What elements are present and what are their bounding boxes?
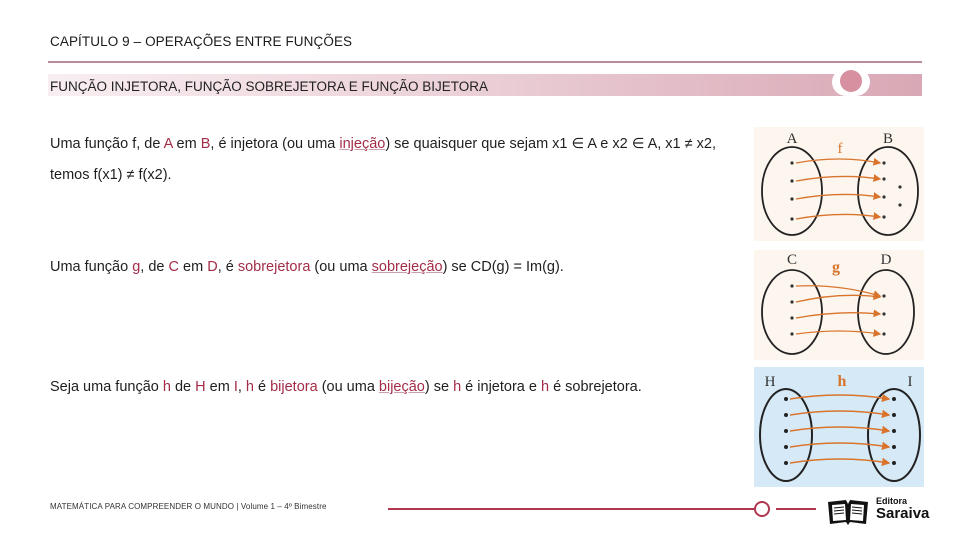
- domain-label: C: [786, 252, 798, 268]
- term-sobrejetora: sobrejetora: [237, 259, 311, 275]
- text-run: é: [253, 379, 271, 395]
- domain-points: [790, 161, 793, 220]
- set-d: D: [207, 259, 218, 275]
- domain-points: [790, 284, 793, 335]
- set-b: B: [200, 136, 211, 152]
- text-run: ) se: [424, 379, 454, 395]
- domain-label: H: [764, 374, 776, 390]
- mapping-arrows: [796, 286, 880, 334]
- text-run: ) se quaisquer que sejam x1 ∈ A e x2 ∈ A, x1 ≠ x2, temos f(x1) ≠ f(x2).: [50, 136, 716, 183]
- set-i: I: [233, 379, 238, 395]
- footer-divider-end: [776, 508, 816, 510]
- text-run: (ou uma: [310, 259, 372, 275]
- publisher-logo: [826, 496, 940, 526]
- section-title: FUNÇÃO INJETORA, FUNÇÃO SOBREJETORA E FUNÇÃO BIJETORA: [50, 79, 489, 94]
- set-a: A: [163, 136, 173, 152]
- codomain-ellipse: [868, 389, 920, 481]
- function-h: h: [245, 379, 254, 395]
- domain-label: A: [786, 131, 798, 147]
- codomain-points: [882, 161, 901, 218]
- bijective-diagram: [754, 367, 924, 487]
- injective-diagram: [754, 127, 924, 241]
- text-run: Uma função: [50, 259, 133, 275]
- function-h: h: [540, 379, 550, 395]
- function-label: f: [837, 141, 843, 157]
- term-bijetora: bijetora: [270, 379, 318, 395]
- text-run: é injetora e: [461, 379, 541, 395]
- term-sobrejecao: sobrejeção: [371, 259, 443, 275]
- injective-paragraph: [50, 129, 740, 191]
- banner-dot-icon: [832, 68, 870, 96]
- header-divider: [48, 61, 922, 63]
- function-g: g: [132, 259, 141, 275]
- chapter-title: CAPÍTULO 9 – OPERAÇÕES ENTRE FUNÇÕES: [50, 34, 353, 49]
- text-run: ,: [237, 379, 246, 395]
- text-run: em: [179, 259, 208, 275]
- function-h: h: [453, 379, 462, 395]
- surjective-diagram: [754, 250, 924, 360]
- footer-text: MATEMÁTICA PARA COMPREENDER O MUNDO | Volume 1 – 4º Bimestre: [50, 502, 327, 511]
- codomain-label: D: [880, 252, 892, 268]
- set-c: C: [168, 259, 179, 275]
- text-run: em: [172, 136, 201, 152]
- codomain-points: [882, 294, 885, 335]
- logo-editora: Editora: [876, 496, 908, 506]
- text-run: em: [205, 379, 234, 395]
- text-run: de: [170, 379, 196, 395]
- text-run: (ou uma: [317, 379, 379, 395]
- domain-points: [784, 397, 788, 465]
- domain-ellipse: [760, 389, 812, 481]
- function-label: h: [837, 373, 847, 390]
- footer-circle-icon: [754, 501, 770, 517]
- text-run: Seja uma função: [50, 379, 163, 395]
- open-book-icon: [826, 496, 870, 526]
- bijective-paragraph: [50, 372, 750, 403]
- function-label: g: [832, 259, 840, 276]
- codomain-points: [892, 397, 896, 465]
- codomain-label: I: [907, 374, 913, 390]
- text-run: , de: [140, 259, 169, 275]
- set-h: H: [195, 379, 206, 395]
- function-h: h: [162, 379, 171, 395]
- logo-saraiva: Saraiva: [876, 505, 930, 522]
- term-bijecao: bijeção: [378, 379, 425, 395]
- text-run: , é injetora (ou uma: [210, 136, 340, 152]
- text-run: Uma função f, de: [50, 136, 164, 152]
- codomain-label: B: [882, 131, 894, 147]
- term-injecao: injeção: [339, 136, 386, 152]
- text-run: é sobrejetora.: [549, 379, 642, 395]
- mapping-arrows: [796, 159, 880, 219]
- codomain-ellipse: [858, 270, 914, 354]
- text-run: , é: [217, 259, 238, 275]
- footer-divider: [388, 508, 766, 510]
- domain-ellipse: [762, 270, 822, 354]
- surjective-paragraph: [50, 252, 740, 283]
- text-run: ) se CD(g) = Im(g).: [442, 259, 564, 275]
